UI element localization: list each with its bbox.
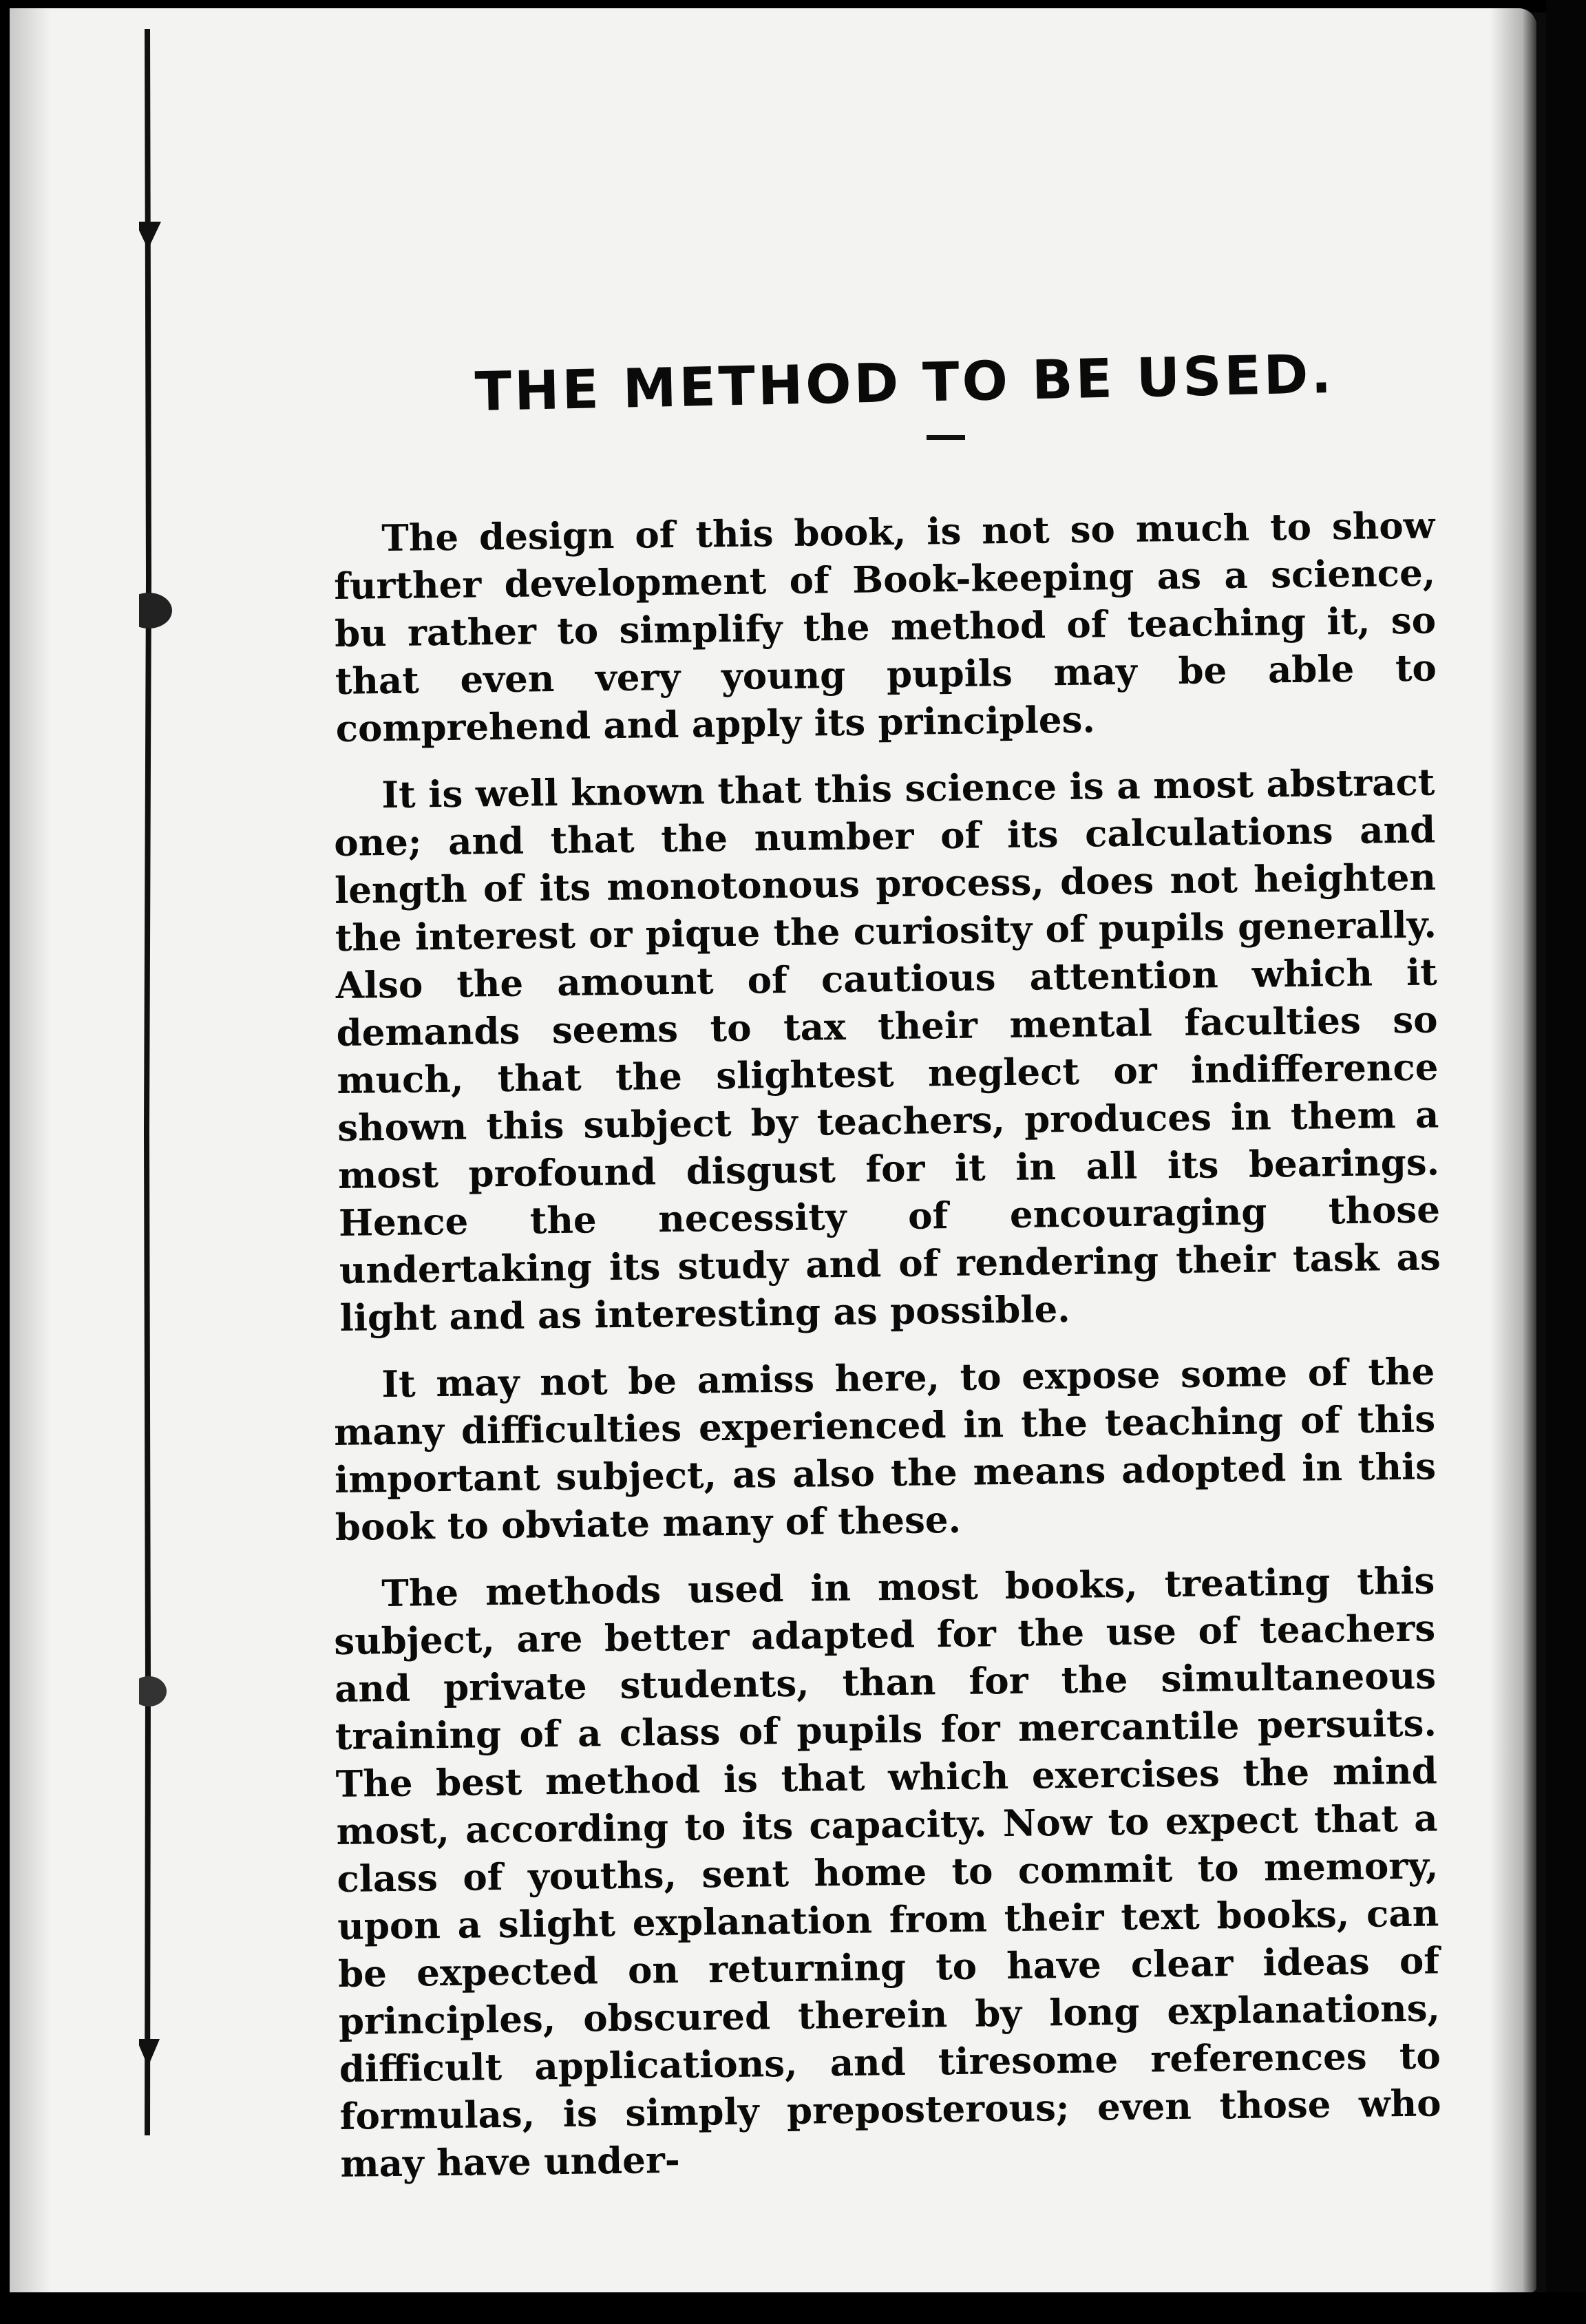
page-gutter-shadow <box>10 8 51 2292</box>
scan-border-left <box>0 0 10 2324</box>
paragraph-3: It may not be amiss here, to expose some of the many difficulties experienced in the teaching of this important subject, as also the means adopted in this book to obviate many of these. <box>333 1350 1437 1549</box>
page-content <box>333 343 1441 2208</box>
scan-border-right <box>1546 0 1586 2324</box>
scan-border-bottom <box>0 2292 1586 2324</box>
page-edge-shadow <box>1490 8 1536 2292</box>
title-rule <box>927 435 965 440</box>
paragraph-1: The design of this book, is not so much to show further development of Book-keeping as a science, bu rather to simplify the method of teaching it, so that even very young pupils may be able to comprehend and apply its principles. <box>333 504 1437 750</box>
stitch-line-icon <box>139 29 180 2135</box>
binding-stitch <box>139 29 160 2135</box>
page-title: THE METHOD TO BE USED. <box>474 343 1335 424</box>
paragraph-4: The methods used in most books, treating this subject, are better adapted for the use of teachers and private students, than for the simultaneous training of a class of pupils for mercantile persuits. The best method is that which exercises the mind most, according to its capacity. Now to expect that a class of youths, sent home to commit to memory, upon a slight explanation from their text books, can be expected on returning to have clear ideas of principles, obscured therein by long explanations, difficult applications, and tiresome references to formulas, is simply preposterous; even those who may have under- <box>333 1559 1441 2186</box>
book-page <box>10 8 1536 2292</box>
paragraph-2: It is well known that this science is a most abstract one; and that the number of its calculations and length of its monotonous process, does not heighten the interest or pique the curiosity of pupils generally. Also the amount of cautious attention which it demands seems to tax their mental faculties so much, that the slightest neglect or indifference shown this subject by teachers, produces in them a most profound disgust for it in all its bearings. Hence the necessity of encouraging those undertaking its study and of rendering their task as light and as interesting as possible. <box>333 761 1441 1340</box>
